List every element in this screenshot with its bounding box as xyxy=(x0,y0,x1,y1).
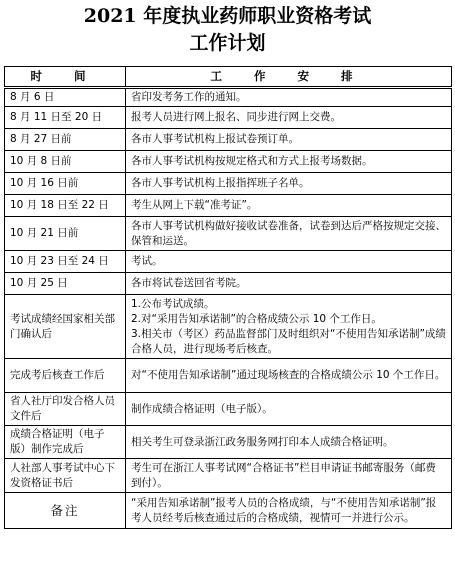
row-time: 8 月 6 日 xyxy=(5,88,126,107)
header-arrangement: 工 作 安 排 xyxy=(126,67,452,88)
row-task: 各市人事考试机构上报指挥班子名单。 xyxy=(126,173,452,195)
table-row xyxy=(5,426,452,459)
row-time: 10 月 8 日前 xyxy=(5,151,126,173)
note-row xyxy=(5,493,452,529)
table-row xyxy=(5,393,452,426)
note-label: 备注 xyxy=(5,493,126,529)
table-row xyxy=(5,273,452,295)
row-task-list xyxy=(126,295,452,359)
row-task: 考生从网上下载“准考证”。 xyxy=(126,195,452,217)
table-row xyxy=(5,251,452,273)
table-row xyxy=(5,173,452,195)
row-time: 成绩合格证明（电子版）制作完成后 xyxy=(5,426,126,459)
row-task: 考生可在浙江人事考试网“合格证书”栏目申请证书邮寄服务（邮费到付）。 xyxy=(126,459,452,493)
task-line: 1.公布考试成绩。 xyxy=(131,297,215,310)
table-row xyxy=(5,195,452,217)
table-row xyxy=(5,459,452,493)
row-task: 对“不使用告知承诺制”通过现场核查的合格成绩公示 10 个工作日。 xyxy=(126,359,452,393)
row-task: 相关考生可登录浙江政务服务网打印本人成绩合格证明。 xyxy=(126,426,452,459)
row-task: 各市人事考试机构按规定格式和方式上报考场数据。 xyxy=(126,151,452,173)
row-time: 8 月 27 日前 xyxy=(5,129,126,151)
document-subtitle: 工作计划 xyxy=(189,32,266,54)
row-time: 8 月 11 日至 20 日 xyxy=(5,107,126,129)
row-time: 10 月 18 日至 22 日 xyxy=(5,195,126,217)
row-time: 10 月 21 日前 xyxy=(5,217,126,251)
table-row xyxy=(5,129,452,151)
row-time: 人社部人事考试中心下发资格证书后 xyxy=(5,459,126,493)
table-row xyxy=(5,295,452,359)
row-time: 考试成绩经国家相关部门确认后 xyxy=(5,295,126,359)
row-time: 完成考后核查工作后 xyxy=(5,359,126,393)
row-task: 考试。 xyxy=(126,251,452,273)
row-time: 10 月 23 日至 24 日 xyxy=(5,251,126,273)
row-task: 各市将试卷送回省考院。 xyxy=(126,273,452,295)
row-time: 省人社厅印发合格人员文件后 xyxy=(5,393,126,426)
document-title: 2021 年度执业药师职业资格考试 xyxy=(83,5,372,27)
row-task: 各市人事考试机构做好接收试卷准备，试卷到达后严格按规定交接、保管和运送。 xyxy=(126,217,452,251)
row-task: 各市人事考试机构上报试卷预订单。 xyxy=(126,129,452,151)
row-time: 10 月 25 日 xyxy=(5,273,126,295)
row-time: 10 月 16 日前 xyxy=(5,173,126,195)
table-row xyxy=(5,88,452,107)
note-text: “采用告知承诺制”报考人员的合格成绩，与“不使用告知承诺制”报考人员经考后核查通过后的合格成绩，视情可一并进行公示。 xyxy=(126,493,452,529)
header-time: 时 间 xyxy=(5,67,126,88)
table-row xyxy=(5,359,452,393)
table-row xyxy=(5,217,452,251)
row-task: 报考人员进行网上报名、同步进行网上交费。 xyxy=(126,107,452,129)
table-row xyxy=(5,107,452,129)
table-row xyxy=(5,151,452,173)
task-line: 2.对“采用告知承诺制”的合格成绩公示 10 个工作日。 xyxy=(131,312,382,325)
task-line: 3.相关市（考区）药品监督部门及时组织对“不使用告知承诺制”成绩合格人员，进行现场考后核查。 xyxy=(131,327,446,355)
row-task: 省印发考务工作的通知。 xyxy=(126,88,452,107)
row-task: 制作成绩合格证明（电子版）。 xyxy=(126,393,452,426)
table-header-row xyxy=(5,67,452,88)
schedule-table xyxy=(4,66,452,529)
